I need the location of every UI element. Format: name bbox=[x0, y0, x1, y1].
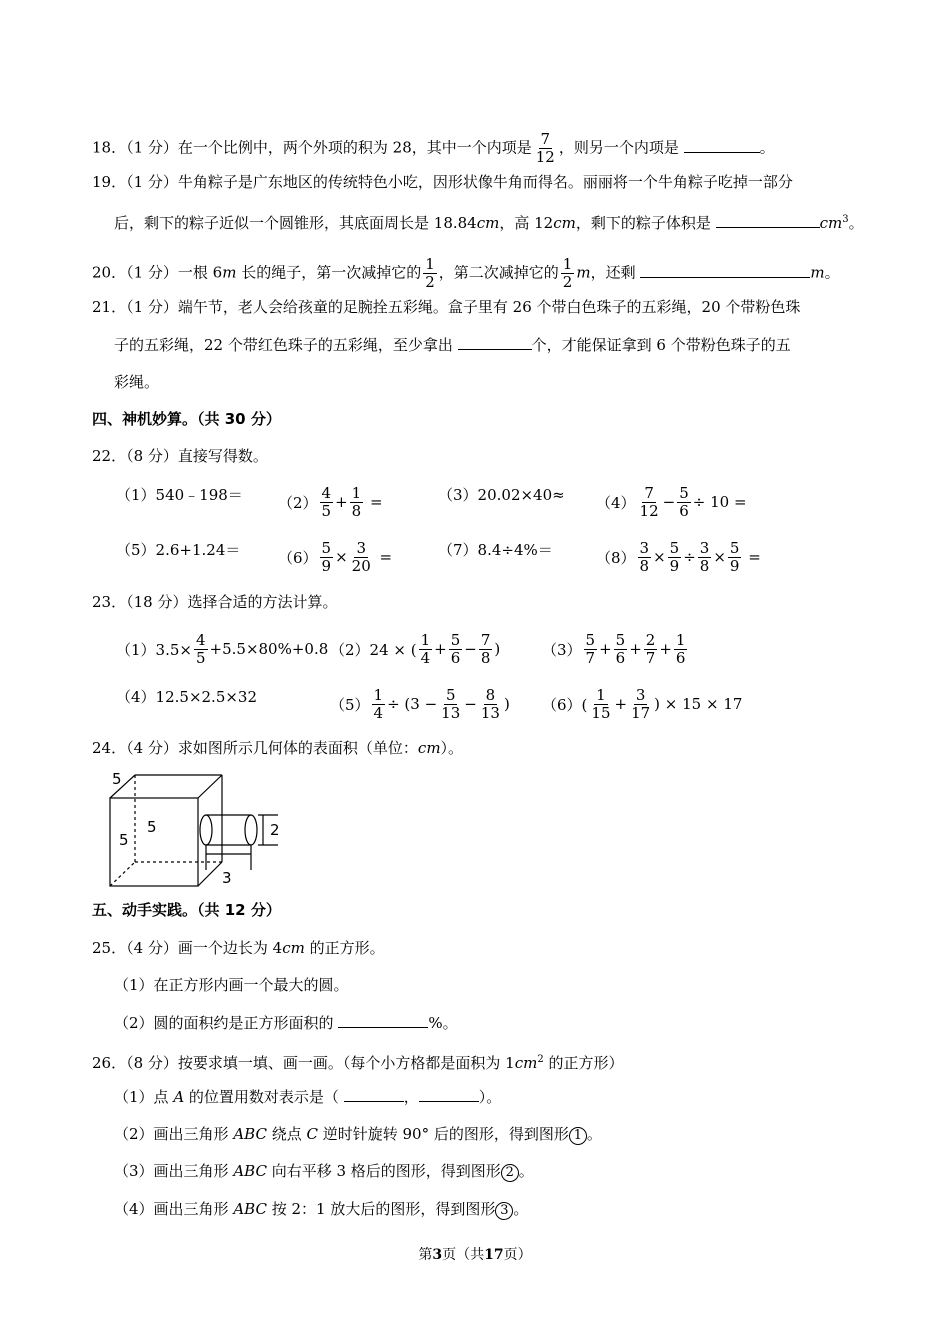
q22-item7: （7）8.4÷4%＝ bbox=[438, 540, 553, 559]
q25-title: 25．（4 分）画一个边长为 4cm 的正方形。 bbox=[92, 939, 385, 957]
answer-blank[interactable] bbox=[716, 213, 820, 228]
answer-blank[interactable] bbox=[338, 1013, 428, 1028]
circled-number: 3 bbox=[495, 1202, 513, 1220]
q25-item2: （2）圆的面积约是正方形面积的 %。 bbox=[114, 1014, 458, 1032]
q24-title: 24．（4 分）求如图所示几何体的表面积（单位：cm）。 bbox=[92, 739, 464, 757]
q22-item2: （2） $\frac{4}{5}$ + $\frac{1}{8}$ = bbox=[278, 483, 383, 520]
q26-item3: （3）画出三角形 ABC 向右平移 3 格后的图形，得到图形 2 。 bbox=[114, 1162, 534, 1180]
section-title: 四、神机妙算。（共 30 分） bbox=[92, 410, 281, 428]
q26-item4: （4）画出三角形 ABC 按 2：1 放大后的图形，得到图形 3 。 bbox=[114, 1200, 529, 1218]
answer-blank[interactable] bbox=[344, 1087, 404, 1102]
cube-edge bbox=[198, 862, 222, 886]
q26-title: 26．（8 分）按要求填一填、画一画。（每个小方格都是面积为 $1cm^2$ 的正方形） bbox=[92, 1054, 624, 1072]
label-5-top: 5 bbox=[112, 770, 122, 788]
q23-item5: （5） $\frac{1}{4}$ ÷ (3 − $\frac{5}{13}$ − $\frac{8}{13}$ ) bbox=[330, 685, 510, 722]
fraction: $\frac{1}{2}$ bbox=[425, 255, 435, 291]
page-footer: 第3页（共17页） bbox=[418, 1247, 532, 1263]
answer-blank[interactable] bbox=[419, 1087, 479, 1102]
q22-item3: （3）20.02×40≈ bbox=[438, 485, 565, 504]
q21-line3: 彩绳。 bbox=[114, 373, 160, 391]
q26-item2: （2）画出三角形 ABC 绕点 C 逆时针旋转 90° 后的图形，得到图形 1 。 bbox=[114, 1125, 602, 1143]
q22-item6: （6） $\frac{5}{9}$ × $\frac{3}{20}$ = bbox=[278, 538, 393, 575]
q25-item1: （1）在正方形内画一个最大的圆。 bbox=[114, 976, 349, 994]
answer-blank[interactable] bbox=[684, 138, 760, 153]
q22-title: 22．（8 分）直接写得数。 bbox=[92, 447, 268, 465]
cylinder-end bbox=[245, 815, 257, 845]
answer-blank[interactable] bbox=[640, 263, 810, 278]
q23-item6: （6）( $\frac{1}{15}$ + $\frac{3}{17}$ ) × 15 × 17 bbox=[542, 685, 743, 722]
q21-line2: 子的五彩绳，22 个带红色珠子的五彩绳，至少拿出 个，才能保证拿到 6 个带粉色珠子的五 bbox=[114, 336, 791, 354]
hidden-edge bbox=[110, 862, 135, 886]
label-2: 2 bbox=[270, 821, 280, 839]
cylinder-end bbox=[200, 815, 212, 845]
q22-item5: （5）2.6+1.24＝ bbox=[116, 540, 241, 559]
q23-item2: （2）24 × ( $\frac{1}{4}$ + $\frac{5}{6}$ − $\frac{7}{8}$ ) bbox=[330, 630, 501, 667]
q18: 18．（1 分）在一个比例中，两个外项的积为 28，其中一个内项是 $\frac{7}{12}$ ，则另一个内项是 。 bbox=[92, 130, 775, 166]
q23-item1: （1）3.5× $\frac{4}{5}$ +5.5×80%+0.8 bbox=[116, 630, 329, 667]
fraction: $\frac{7}{12}$ bbox=[535, 130, 555, 166]
q22-item1: （1）540﹣198＝ bbox=[116, 485, 243, 504]
fraction: $\frac{1}{2}$ bbox=[562, 255, 573, 291]
q19-line2: 后，剩下的粽子近似一个圆锥形，其底面周长是 18.84cm，高 12cm，剩下的粽子体积是 $cm^3$。 bbox=[114, 214, 864, 232]
section-title: 五、动手实践。（共 12 分） bbox=[92, 901, 281, 919]
q23-item3: （3） $\frac{5}{7}$ + $\frac{5}{6}$ + $\frac{2}{7}$ + $\frac{1}{6}$ bbox=[542, 630, 686, 667]
q22-item4: （4） $\frac{7}{12}$ − $\frac{5}{6}$ ÷ 10 = bbox=[596, 483, 747, 520]
circled-number: 1 bbox=[569, 1127, 587, 1145]
label-5-left: 5 bbox=[119, 831, 129, 849]
q19-line1: 19．（1 分）牛角粽子是广东地区的传统特色小吃，因形状像牛角而得名。丽丽将一个牛角粽子吃掉一部分 bbox=[92, 173, 793, 191]
label-3: 3 bbox=[222, 869, 232, 887]
geometry-figure bbox=[100, 770, 300, 890]
q23-title: 23．（18 分）选择合适的方法计算。 bbox=[92, 593, 338, 611]
q23-item4: （4）12.5×2.5×32 bbox=[116, 687, 258, 706]
q22-item8: （8） $\frac{3}{8}$ × $\frac{5}{9}$ ÷ $\frac{3}{8}$ × $\frac{5}{9}$ = bbox=[596, 538, 761, 575]
cube-edge bbox=[198, 775, 222, 798]
q20: 20．（1 分）一根 6m 长的绳子，第一次减掉它的 $\frac{1}{2}$ ，第二次减掉它的 $\frac{1}{2}$ m，还剩 m。 bbox=[92, 255, 840, 291]
answer-blank[interactable] bbox=[458, 335, 532, 350]
label-5-inner: 5 bbox=[147, 818, 157, 836]
q21-line1: 21．（1 分）端午节，老人会给孩童的足腕拴五彩绳。盒子里有 26 个带白色珠子的五彩绳，20 个带粉色珠 bbox=[92, 298, 801, 316]
circled-number: 2 bbox=[501, 1164, 519, 1182]
q26-item1: （1）点 A 的位置用数对表示是（ ， ）。 bbox=[114, 1088, 502, 1106]
